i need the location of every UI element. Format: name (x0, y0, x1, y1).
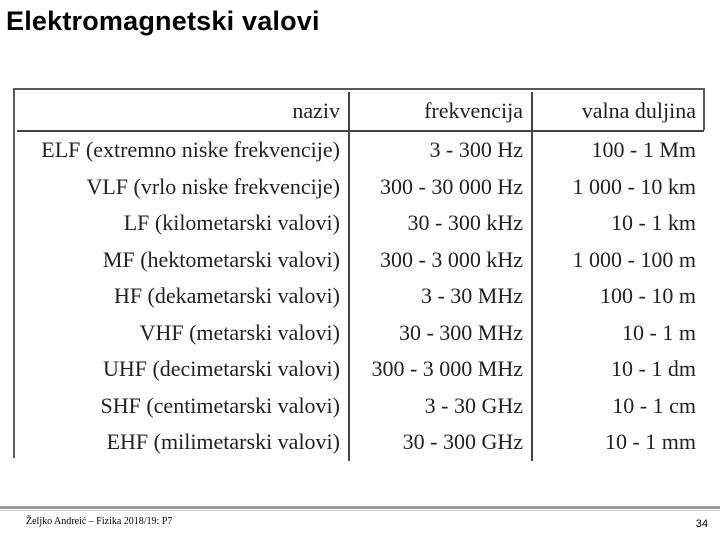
table-row (17, 278, 704, 315)
table-row (17, 131, 704, 169)
row-name: UHF (decimetarski valovi) (102, 356, 340, 382)
table-row (17, 351, 704, 388)
row-frequency: 3 - 30 MHz (349, 278, 532, 315)
footer-author: Željko Andreić – Fizika 2018/19: P7 (26, 516, 173, 527)
frame-edge-top (13, 88, 705, 90)
table-row (17, 169, 704, 206)
row-wavelength: 10 - 1 km (532, 205, 704, 242)
row-name: SHF (centimetarski valovi) (100, 392, 340, 418)
row-name: LF (kilometarski valovi) (123, 210, 340, 236)
page-number: 34 (695, 518, 708, 530)
row-frequency: 3 - 300 Hz (349, 131, 532, 169)
row-wavelength: 1 000 - 10 km (532, 169, 704, 206)
row-frequency: 30 - 300 GHz (349, 424, 532, 461)
table-row (17, 315, 704, 352)
row-name: EHF (milimetarski valovi) (106, 429, 340, 455)
table-row (17, 242, 704, 279)
row-frequency: 300 - 30 000 Hz (349, 169, 532, 206)
table-header-row (17, 92, 704, 131)
frequency-bands-table (17, 92, 704, 461)
frame-edge-left (13, 88, 15, 458)
table-image-frame (13, 88, 705, 458)
footer-divider-thin (0, 510, 720, 511)
row-wavelength: 10 - 1 m (532, 315, 704, 352)
row-name: ELF (extremno niske frekvencije) (41, 137, 340, 163)
header-frequency: frekvencija (349, 92, 532, 131)
row-name: HF (dekametarski valovi) (113, 283, 340, 309)
footer-divider (0, 506, 720, 509)
table-row (17, 388, 704, 425)
row-wavelength: 100 - 10 m (532, 278, 704, 315)
row-wavelength: 10 - 1 mm (532, 424, 704, 461)
row-frequency: 30 - 300 MHz (349, 315, 532, 352)
row-wavelength: 100 - 1 Mm (532, 131, 704, 169)
header-wavelength: valna duljina (532, 92, 704, 131)
row-frequency: 3 - 30 GHz (349, 388, 532, 425)
table-row (17, 424, 704, 461)
row-frequency: 30 - 300 kHz (349, 205, 532, 242)
row-name: MF (hektometarski valovi) (102, 246, 340, 272)
table-row (17, 205, 704, 242)
row-wavelength: 10 - 1 dm (532, 351, 704, 388)
row-name: VLF (vrlo niske frekvencije) (86, 173, 340, 199)
row-wavelength: 10 - 1 cm (532, 388, 704, 425)
row-name: VHF (metarski valovi) (139, 319, 340, 345)
header-name: naziv (17, 92, 349, 131)
row-frequency: 300 - 3 000 MHz (349, 351, 532, 388)
slide-title: Elektromagnetski valovi (6, 6, 320, 36)
row-frequency: 300 - 3 000 kHz (349, 242, 532, 279)
row-wavelength: 1 000 - 100 m (532, 242, 704, 279)
